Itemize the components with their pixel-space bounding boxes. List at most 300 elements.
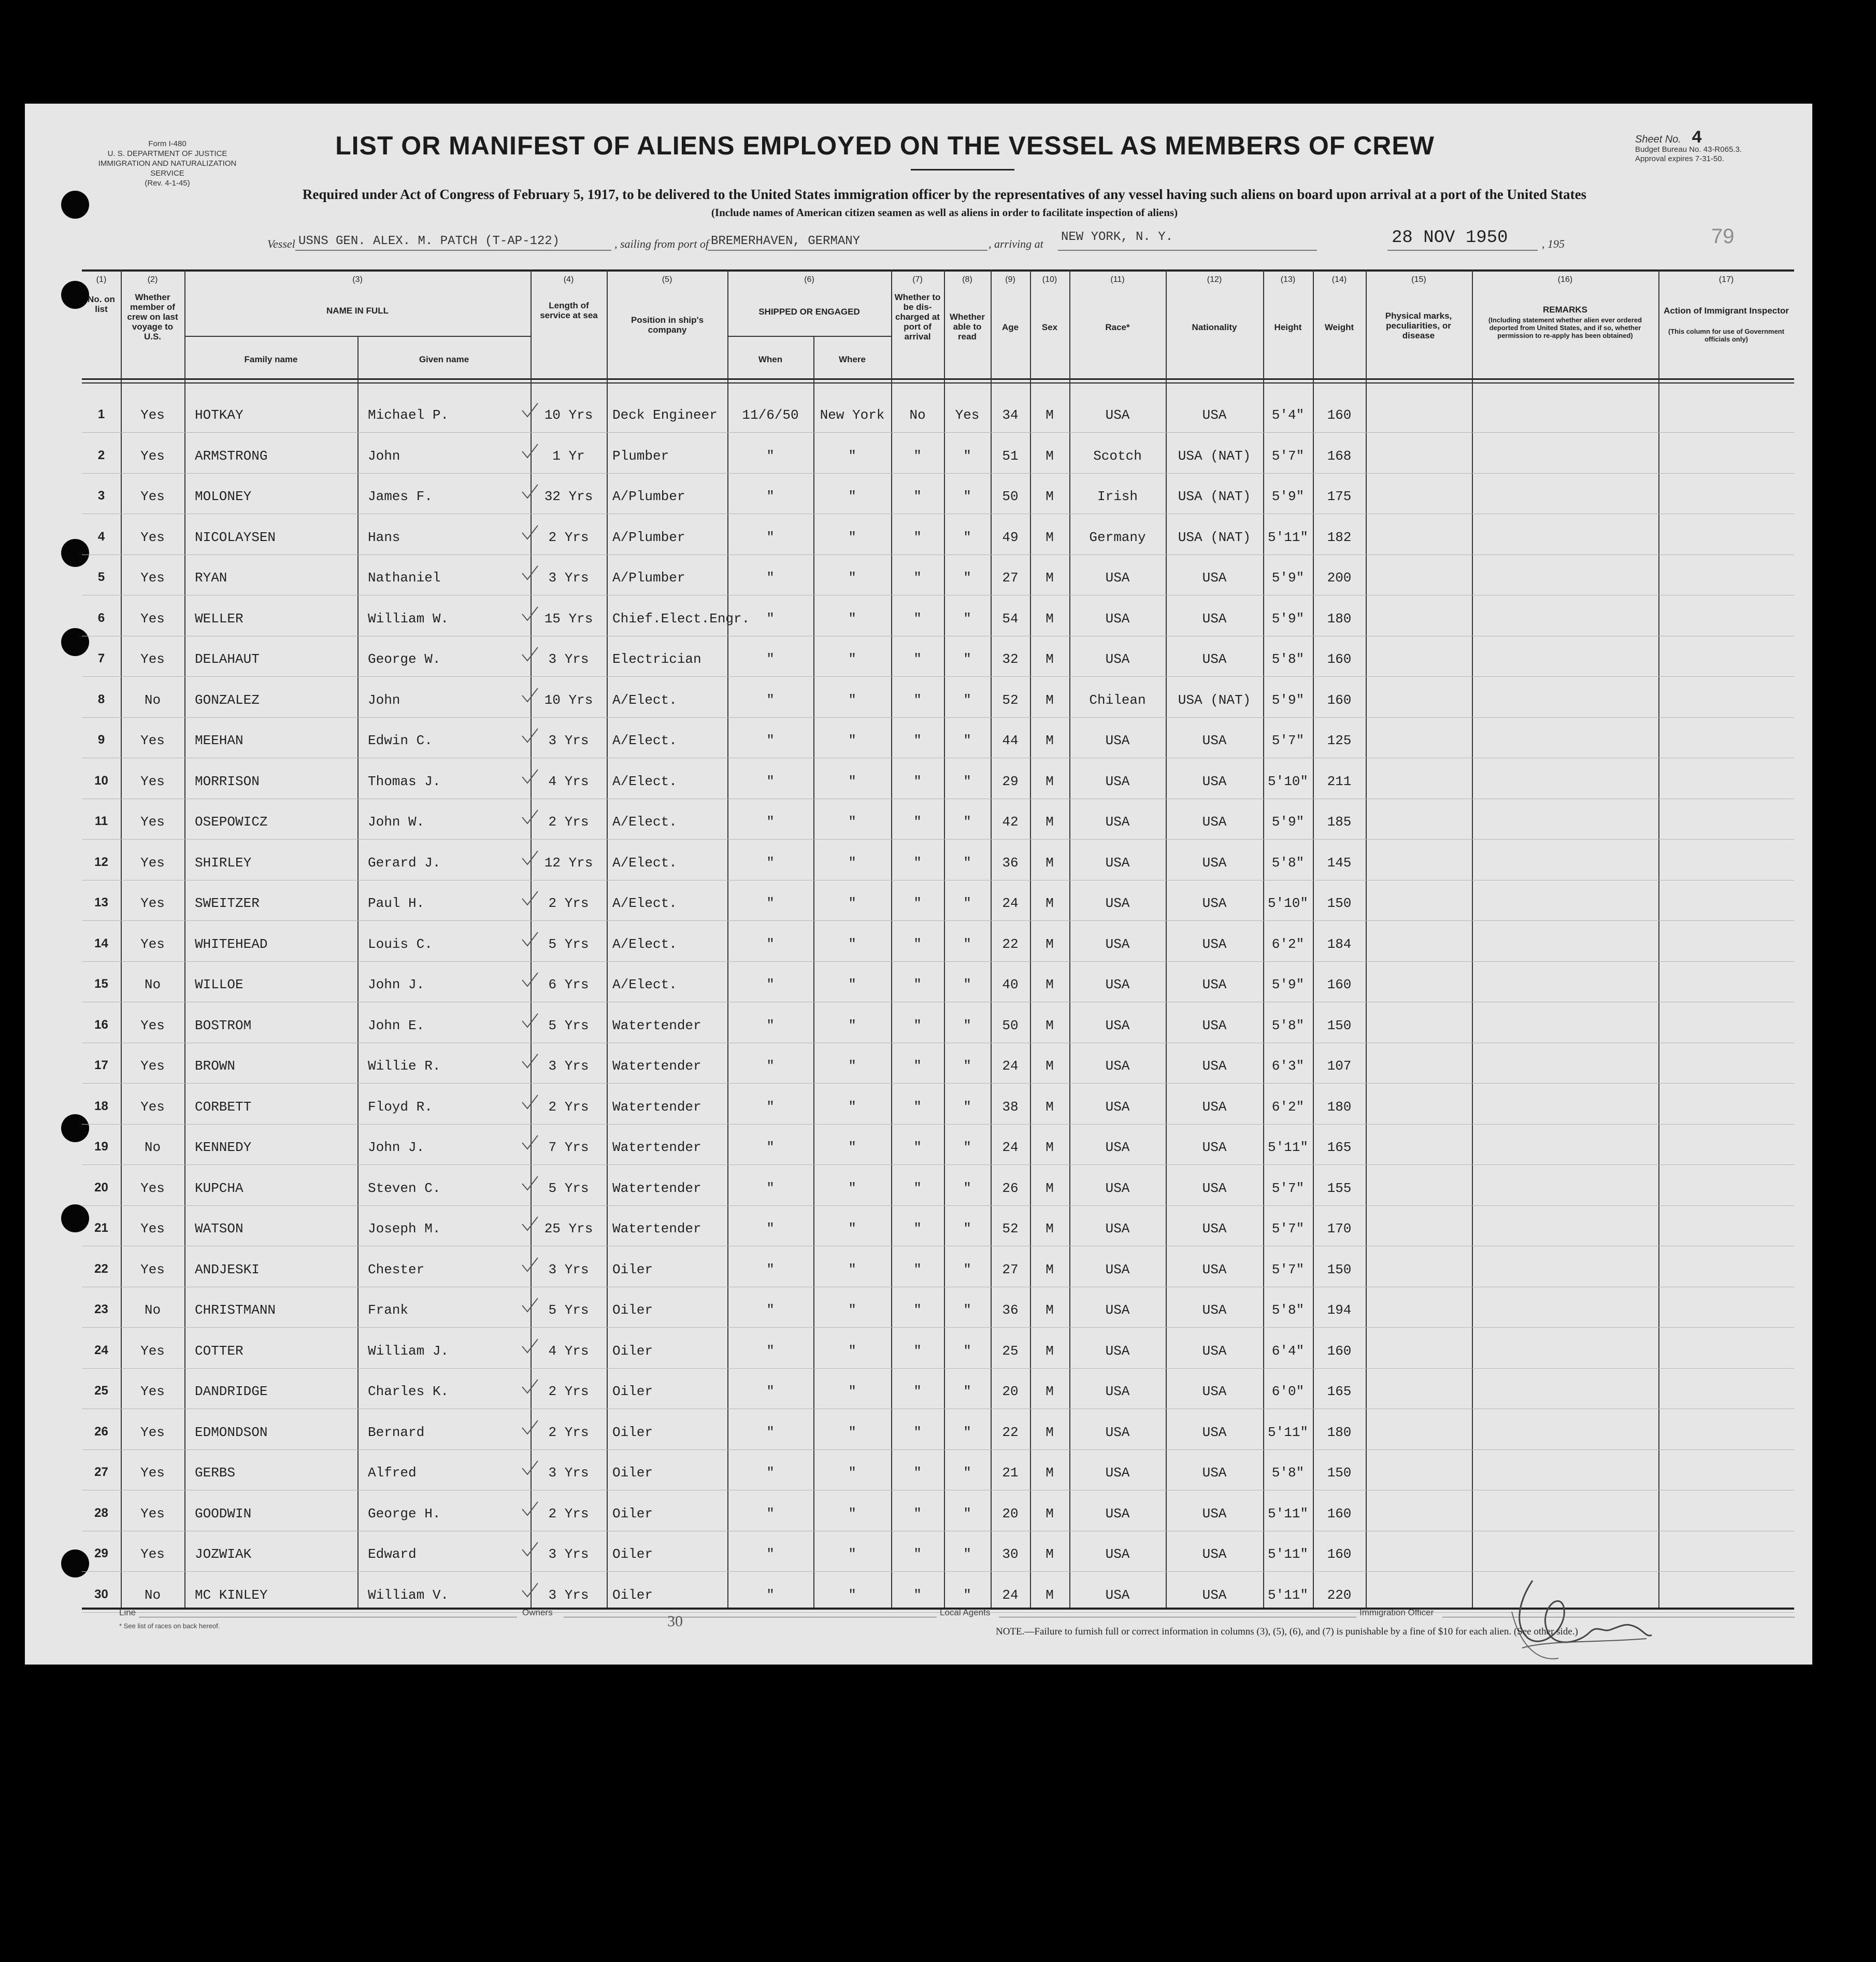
cell-age: 52 <box>1002 1221 1019 1236</box>
cell-member: Yes <box>140 1058 165 1074</box>
cell-when: " <box>766 1058 775 1074</box>
cell-nationality: USA <box>1202 1221 1227 1236</box>
cell-discharged: " <box>913 1261 922 1277</box>
cell-where: " <box>848 814 856 830</box>
cell-sex: M <box>1046 773 1054 789</box>
column-number: (17) <box>1719 275 1734 284</box>
cell-sex: M <box>1046 651 1054 667</box>
cell-when: " <box>766 1465 775 1481</box>
cell-given-name: John <box>368 692 400 708</box>
arriving-label: , arriving at <box>989 237 1043 250</box>
cell-weight: 145 <box>1327 855 1352 871</box>
cell-nationality: USA <box>1202 1424 1227 1440</box>
cell-height: 5'8" <box>1271 651 1305 667</box>
cell-member: Yes <box>140 733 165 748</box>
cell-read: " <box>963 814 971 830</box>
cell-read: " <box>963 651 971 667</box>
form-id-line: U. S. DEPARTMENT OF JUSTICE <box>107 149 227 158</box>
cell-sex: M <box>1046 977 1054 992</box>
cell-where: " <box>848 448 856 464</box>
cell-age: 24 <box>1002 1140 1019 1155</box>
cell-where: " <box>848 773 856 789</box>
cell-nationality: USA <box>1202 1546 1227 1562</box>
cell-age: 52 <box>1002 692 1019 708</box>
cell-given-name: Edwin C. <box>368 733 433 748</box>
cell-nationality: USA <box>1202 977 1227 992</box>
owners-value: 30 <box>667 1613 683 1630</box>
cell-race: USA <box>1105 610 1130 627</box>
cell-when: " <box>766 570 775 586</box>
cell-sex: M <box>1046 1058 1054 1074</box>
cell-read: " <box>963 1384 971 1399</box>
cell-weight: 168 <box>1327 448 1352 464</box>
cell-when: " <box>766 1587 775 1603</box>
vessel-line <box>25 225 1812 255</box>
column-number: (10) <box>1042 275 1057 284</box>
cell-family-name: BOSTROM <box>195 1017 252 1033</box>
sheet-label: Sheet No. <box>1635 134 1681 145</box>
cell-when: " <box>766 1221 775 1236</box>
cell-when: " <box>766 814 775 830</box>
cell-position: A/Elect. <box>612 977 677 992</box>
cell-read: " <box>963 1017 971 1033</box>
cell-position: Oiler <box>612 1587 653 1603</box>
header-age: Age <box>1001 322 1019 332</box>
sheet-number: 4 <box>1691 129 1702 148</box>
cell-discharged: " <box>913 1505 922 1522</box>
cell-where: " <box>848 1221 856 1236</box>
cell-family-name: SHIRLEY <box>195 855 252 871</box>
cell-given-name: Gerard J. <box>368 855 441 871</box>
cell-given-name: John W. <box>368 814 425 830</box>
cell-read: " <box>963 1302 971 1318</box>
cell-weight: 175 <box>1327 489 1352 504</box>
cell-when: 11/6/50 <box>742 407 799 423</box>
punch-hole <box>61 191 89 219</box>
cell-service: 7 Yrs <box>548 1140 589 1155</box>
cell-age: 24 <box>1002 1587 1019 1603</box>
cell-family-name: GOODWIN <box>195 1505 252 1522</box>
row-number: 15 <box>94 977 108 991</box>
cell-when: " <box>766 1261 775 1277</box>
row-number: 5 <box>97 570 105 584</box>
cell-nationality: USA <box>1202 651 1227 667</box>
checkmark-icon <box>521 1134 539 1150</box>
cell-read: " <box>963 977 971 992</box>
cell-age: 21 <box>1002 1465 1019 1481</box>
row-number: 22 <box>94 1261 108 1276</box>
legal-requirement: Required under Act of Congress of February 5, 1917, to be delivered to the United States immigration officer by the representatives of any vessel having such aliens on board upon arrival at a port of the United States <box>302 187 1587 202</box>
cell-service: 15 Yrs <box>544 610 593 627</box>
cell-given-name: Frank <box>368 1302 409 1318</box>
cell-service: 3 Yrs <box>548 733 589 748</box>
cell-age: 34 <box>1002 407 1019 423</box>
cell-read: " <box>963 610 971 627</box>
cell-nationality: USA <box>1202 733 1227 748</box>
cell-service: 3 Yrs <box>548 1465 589 1481</box>
cell-where: " <box>848 855 856 871</box>
cell-height: 5'11" <box>1267 1140 1308 1155</box>
cell-read: " <box>963 1587 971 1603</box>
cell-service: 2 Yrs <box>548 1424 589 1440</box>
cell-member: Yes <box>140 814 165 830</box>
cell-when: " <box>766 855 775 871</box>
cell-discharged: " <box>913 570 922 586</box>
cell-race: USA <box>1105 1302 1130 1318</box>
cell-service: 6 Yrs <box>548 977 589 992</box>
underline <box>708 250 987 251</box>
checkmark-icon <box>521 931 539 947</box>
cell-when: " <box>766 1384 775 1399</box>
cell-where: " <box>848 936 856 952</box>
cell-read: " <box>963 1140 971 1155</box>
cell-position: Oiler <box>612 1424 653 1440</box>
line-label: Line <box>119 1608 136 1617</box>
cell-member: Yes <box>140 651 165 667</box>
cell-when: " <box>766 895 775 911</box>
cell-when: " <box>766 1302 775 1318</box>
column-number: (11) <box>1110 275 1125 284</box>
header-no-on-list: No. on list <box>88 294 115 314</box>
cell-service: 2 Yrs <box>548 1505 589 1522</box>
cell-sex: M <box>1046 1140 1054 1155</box>
header-action-note: (This column for use of Government officials only) <box>1668 328 1784 343</box>
cell-height: 5'7" <box>1271 1180 1305 1196</box>
column-number: (1) <box>96 275 107 284</box>
checkmark-icon <box>521 1053 539 1069</box>
cell-age: 22 <box>1002 1424 1019 1440</box>
cell-discharged: " <box>913 651 922 667</box>
vessel-name: USNS GEN. ALEX. M. PATCH (T-AP-122) <box>298 234 560 248</box>
crew-table <box>82 269 1794 1606</box>
cell-sex: M <box>1046 489 1054 504</box>
cell-age: 24 <box>1002 1058 1019 1074</box>
row-number: 24 <box>94 1343 108 1357</box>
cell-when: " <box>766 773 775 789</box>
cell-race: USA <box>1105 1587 1130 1603</box>
column-number: (3) <box>352 275 363 284</box>
checkmark-icon <box>521 890 539 906</box>
cell-race: USA <box>1105 814 1130 830</box>
cell-race: USA <box>1105 895 1130 911</box>
cell-service: 10 Yrs <box>544 407 593 423</box>
cell-read: Yes <box>955 407 980 423</box>
cell-service: 4 Yrs <box>548 1343 589 1359</box>
cell-service: 2 Yrs <box>548 529 589 545</box>
column-number: (15) <box>1411 275 1426 284</box>
table-row <box>82 475 1794 516</box>
cell-discharged: " <box>913 489 922 504</box>
manifest-footer <box>92 1608 1802 1649</box>
header-physical-marks: Physical marks, peculiarities, or disease <box>1385 311 1452 340</box>
cell-sex: M <box>1046 733 1054 748</box>
cell-weight: 160 <box>1327 1505 1352 1522</box>
cell-sex: M <box>1046 1261 1054 1277</box>
cell-given-name: Floyd R. <box>368 1099 433 1115</box>
cell-member: Yes <box>140 1384 165 1399</box>
cell-given-name: Louis C. <box>368 936 433 952</box>
cell-member: Yes <box>140 610 165 627</box>
owners-label: Owners <box>522 1608 553 1617</box>
row-number: 26 <box>94 1424 108 1439</box>
cell-when: " <box>766 977 775 992</box>
cell-member: No <box>144 692 161 708</box>
cell-position: A/Elect. <box>612 855 677 871</box>
checkmark-icon <box>521 1419 539 1435</box>
cell-family-name: EDMONDSON <box>195 1424 268 1440</box>
penalty-note: NOTE.—Failure to furnish full or correct information in columns (3), (5), (6), and (7) is punishable by a fine of $10 for each alien. (See other side.) <box>996 1626 1578 1637</box>
column-number: (7) <box>912 275 923 284</box>
cell-sex: M <box>1046 1384 1054 1399</box>
cell-service: 3 Yrs <box>548 1587 589 1603</box>
cell-age: 20 <box>1002 1505 1019 1522</box>
cell-height: 6'2" <box>1271 936 1305 952</box>
cell-height: 5'8" <box>1271 1017 1305 1033</box>
vessel-label: Vessel <box>267 237 295 250</box>
cell-height: 6'2" <box>1271 1099 1305 1115</box>
cell-member: Yes <box>140 1221 165 1236</box>
cell-where: " <box>848 610 856 627</box>
cell-race: USA <box>1105 1546 1130 1562</box>
column-number: (12) <box>1207 275 1222 284</box>
sailing-port: BREMERHAVEN, GERMANY <box>711 234 861 248</box>
row-number: 19 <box>94 1140 108 1154</box>
table-row <box>82 598 1794 638</box>
cell-sex: M <box>1046 570 1054 586</box>
cell-weight: 160 <box>1327 692 1352 708</box>
cell-age: 36 <box>1002 1302 1019 1318</box>
cell-position: Oiler <box>612 1505 653 1522</box>
subheader-rule <box>727 336 891 337</box>
row-number: 7 <box>97 651 105 665</box>
cell-sex: M <box>1046 1180 1054 1196</box>
cell-discharged: No <box>909 407 926 423</box>
form-id-line: (Rev. 4-1-45) <box>145 179 190 188</box>
cell-given-name: Michael P. <box>368 407 449 423</box>
checkmark-icon <box>521 606 539 621</box>
cell-race: USA <box>1105 1505 1130 1522</box>
cell-family-name: OSEPOWICZ <box>195 814 268 830</box>
cell-height: 5'10" <box>1267 773 1308 789</box>
table-row <box>82 516 1794 557</box>
cell-when: " <box>766 529 775 545</box>
local-agents-label: Local Agents <box>940 1608 991 1617</box>
cell-family-name: HOTKAY <box>195 407 244 423</box>
cell-service: 5 Yrs <box>548 936 589 952</box>
cell-read: " <box>963 1424 971 1440</box>
cell-nationality: USA <box>1202 936 1227 952</box>
cell-position: Oiler <box>612 1546 653 1562</box>
underline <box>295 250 611 251</box>
cell-position: A/Elect. <box>612 814 677 830</box>
cell-where: " <box>848 895 856 911</box>
cell-member: Yes <box>140 529 165 545</box>
cell-read: " <box>963 1099 971 1115</box>
cell-member: Yes <box>140 1465 165 1481</box>
cell-height: 5'10" <box>1267 895 1308 911</box>
table-row <box>82 1207 1794 1248</box>
cell-where: " <box>848 651 856 667</box>
table-row <box>82 1452 1794 1492</box>
checkmark-icon <box>521 1460 539 1475</box>
table-row <box>82 801 1794 841</box>
cell-height: 5'9" <box>1271 814 1305 830</box>
manifest-sheet <box>25 104 1812 1665</box>
cell-where: " <box>848 1058 856 1074</box>
cell-position: Watertender <box>612 1058 701 1074</box>
cell-position: Oiler <box>612 1465 653 1481</box>
cell-discharged: " <box>913 1546 922 1562</box>
cell-weight: 180 <box>1327 610 1352 627</box>
cell-when: " <box>766 448 775 464</box>
cell-given-name: Charles K. <box>368 1384 449 1399</box>
cell-position: Watertender <box>612 1221 701 1236</box>
cell-where: New York <box>820 407 885 423</box>
cell-read: " <box>963 570 971 586</box>
cell-where: " <box>848 692 856 708</box>
row-number: 4 <box>97 529 105 544</box>
cell-nationality: USA <box>1202 1058 1227 1074</box>
row-number: 2 <box>97 448 105 462</box>
checkmark-icon <box>521 1338 539 1354</box>
cell-discharged: " <box>913 1221 922 1236</box>
cell-given-name: John E. <box>368 1017 425 1033</box>
cell-read: " <box>963 1505 971 1522</box>
cell-when: " <box>766 1180 775 1196</box>
cell-nationality: USA <box>1202 1384 1227 1399</box>
header-when: When <box>758 354 783 364</box>
column-number: (2) <box>147 275 158 284</box>
header-action: Action of Immigrant Inspector <box>1664 306 1789 316</box>
cell-race: USA <box>1105 936 1130 952</box>
header-family-name: Family name <box>244 354 298 364</box>
cell-member: Yes <box>140 1261 165 1277</box>
cell-discharged: " <box>913 1099 922 1115</box>
cell-height: 5'11" <box>1267 1424 1308 1440</box>
cell-service: 1 Yr <box>552 448 585 464</box>
cell-where: " <box>848 1017 856 1033</box>
cell-family-name: NICOLAYSEN <box>195 529 276 545</box>
cell-where: " <box>848 1587 856 1603</box>
cell-read: " <box>963 936 971 952</box>
cell-member: Yes <box>140 1099 165 1115</box>
cell-position: Plumber <box>612 448 669 464</box>
checkmark-icon <box>521 769 539 784</box>
approval-expiry: Approval expires 7-31-50. <box>1635 154 1724 163</box>
cell-given-name: William V. <box>368 1587 449 1603</box>
cell-family-name: ANDJESKI <box>195 1261 260 1277</box>
cell-service: 5 Yrs <box>548 1302 589 1318</box>
cell-sex: M <box>1046 407 1054 423</box>
form-identifier <box>82 139 253 188</box>
cell-member: Yes <box>140 773 165 789</box>
cell-race: USA <box>1105 855 1130 871</box>
cell-height: 5'7" <box>1271 448 1305 464</box>
column-number: (13) <box>1280 275 1296 284</box>
checkmark-icon <box>521 728 539 743</box>
title-rule <box>911 169 1014 170</box>
cell-nationality: USA <box>1202 1017 1227 1033</box>
cell-age: 49 <box>1002 529 1019 545</box>
cell-member: Yes <box>140 1546 165 1562</box>
cell-discharged: " <box>913 1587 922 1603</box>
cell-sex: M <box>1046 1424 1054 1440</box>
cell-member: Yes <box>140 1343 165 1359</box>
cell-discharged: " <box>913 1343 922 1359</box>
cell-given-name: John J. <box>368 977 425 992</box>
cell-service: 3 Yrs <box>548 651 589 667</box>
cell-sex: M <box>1046 1465 1054 1481</box>
cell-when: " <box>766 1505 775 1522</box>
cell-read: " <box>963 1546 971 1562</box>
cell-nationality: USA <box>1202 1099 1227 1115</box>
cell-discharged: " <box>913 773 922 789</box>
cell-nationality: USA <box>1202 610 1227 627</box>
cell-race: USA <box>1105 1099 1130 1115</box>
cell-weight: 182 <box>1327 529 1352 545</box>
cell-race: Scotch <box>1093 448 1142 464</box>
cell-position: A/Plumber <box>612 489 685 504</box>
cell-race: USA <box>1105 733 1130 748</box>
cell-given-name: Bernard <box>368 1424 425 1440</box>
cell-given-name: Chester <box>368 1261 425 1277</box>
cell-family-name: COTTER <box>195 1343 244 1359</box>
cell-discharged: " <box>913 936 922 952</box>
table-row <box>82 638 1794 678</box>
cell-weight: 160 <box>1327 1343 1352 1359</box>
row-number: 25 <box>94 1384 108 1398</box>
cell-age: 22 <box>1002 936 1019 952</box>
cell-height: 5'11" <box>1267 1505 1308 1522</box>
cell-age: 26 <box>1002 1180 1019 1196</box>
row-number: 20 <box>94 1180 108 1195</box>
cell-family-name: SWEITZER <box>195 895 260 911</box>
cell-nationality: USA <box>1202 1180 1227 1196</box>
cell-sex: M <box>1046 1302 1054 1318</box>
table-row <box>82 760 1794 801</box>
cell-age: 50 <box>1002 489 1019 504</box>
cell-weight: 180 <box>1327 1099 1352 1115</box>
cell-discharged: " <box>913 855 922 871</box>
checkmark-icon <box>521 972 539 987</box>
cell-weight: 150 <box>1327 895 1352 911</box>
checkmark-icon <box>521 1541 539 1557</box>
cell-when: " <box>766 1140 775 1155</box>
column-number: (16) <box>1557 275 1573 284</box>
cell-age: 38 <box>1002 1099 1019 1115</box>
cell-weight: 150 <box>1327 1017 1352 1033</box>
cell-race: Irish <box>1097 489 1138 504</box>
cell-position: Oiler <box>612 1343 653 1359</box>
cell-weight: 184 <box>1327 936 1352 952</box>
cell-when: " <box>766 489 775 504</box>
cell-nationality: USA <box>1202 1465 1227 1481</box>
cell-age: 20 <box>1002 1384 1019 1399</box>
cell-family-name: DANDRIDGE <box>195 1384 268 1399</box>
cell-nationality: USA <box>1202 1343 1227 1359</box>
cell-family-name: GONZALEZ <box>195 692 260 708</box>
cell-position: Watertender <box>612 1180 701 1196</box>
cell-weight: 160 <box>1327 1546 1352 1562</box>
cell-sex: M <box>1046 895 1054 911</box>
cell-where: " <box>848 489 856 504</box>
table-row <box>82 963 1794 1004</box>
cell-height: 6'0" <box>1271 1384 1305 1399</box>
table-row <box>82 1411 1794 1452</box>
cell-when: " <box>766 1546 775 1562</box>
cell-service: 4 Yrs <box>548 773 589 789</box>
cell-family-name: KUPCHA <box>195 1180 244 1196</box>
